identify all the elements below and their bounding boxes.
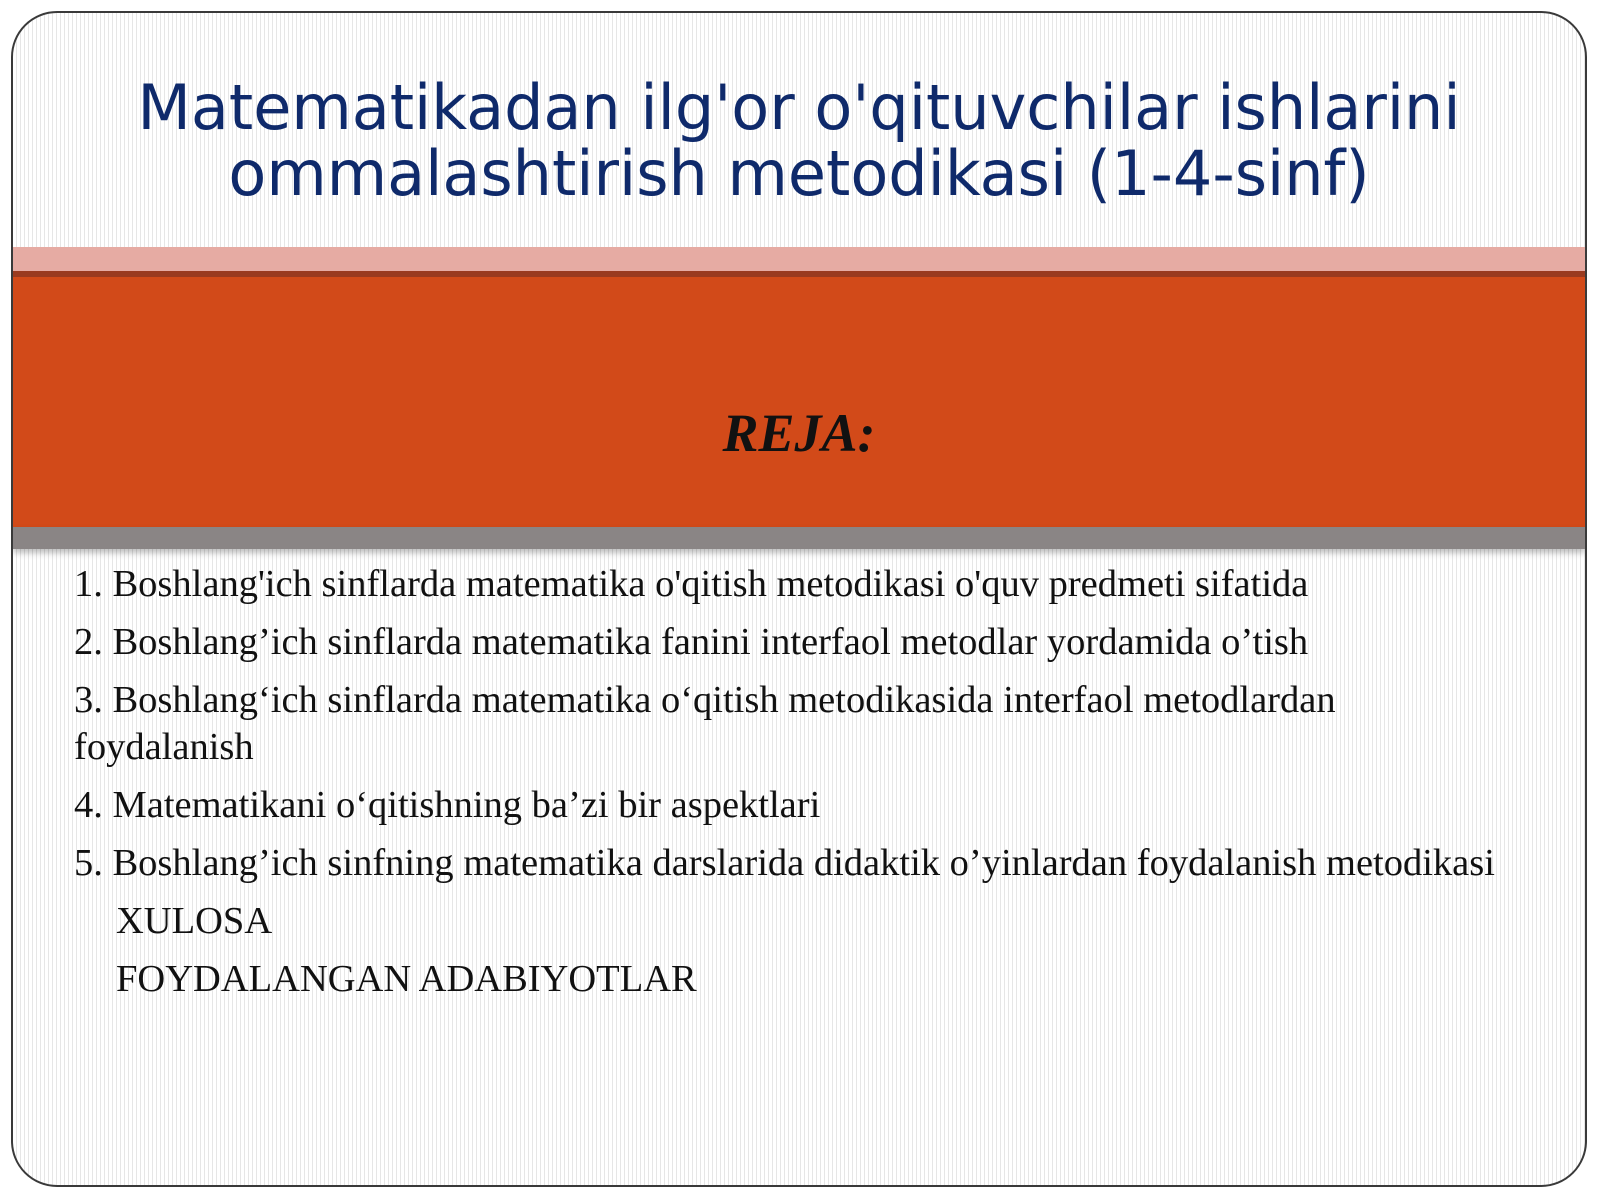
plan-item-1: 1. Boshlang'ich sinflarda matematika o'qitish metodikasi o'quv predmeti sifatida bbox=[74, 563, 1309, 605]
accent-bar-top bbox=[13, 247, 1585, 271]
heading-band bbox=[13, 277, 1585, 527]
plan-list bbox=[74, 561, 1495, 1014]
plan-item-references: FOYDALANGAN ADABIYOTLAR bbox=[116, 958, 697, 1000]
plan-item-5: 5. Boshlang’ich sinfning matematika darslarida didaktik o’yinlardan foydalanish metodikasi bbox=[74, 842, 1495, 884]
plan-item-conclusion: XULOSA bbox=[116, 900, 273, 942]
slide-title: Matematikadan ilg'or o'qituvchilar ishlarini ommalashtirish metodikasi (1-4-sinf) bbox=[137, 71, 1461, 210]
slide bbox=[11, 11, 1587, 1187]
plan-item-2: 2. Boshlang’ich sinflarda matematika fanini interfaol metodlar yordamida o’tish bbox=[74, 621, 1309, 663]
plan-item-3: 3. Boshlang‘ich sinflarda matematika o‘qitish metodikasida interfaol metodlardan foydalanish bbox=[74, 679, 1336, 768]
plan-heading: REJA: bbox=[722, 403, 876, 463]
accent-bar-bottom bbox=[13, 527, 1585, 549]
plan-item-4: 4. Matematikani o‘qitishning ba’zi bir aspektlari bbox=[74, 784, 821, 826]
